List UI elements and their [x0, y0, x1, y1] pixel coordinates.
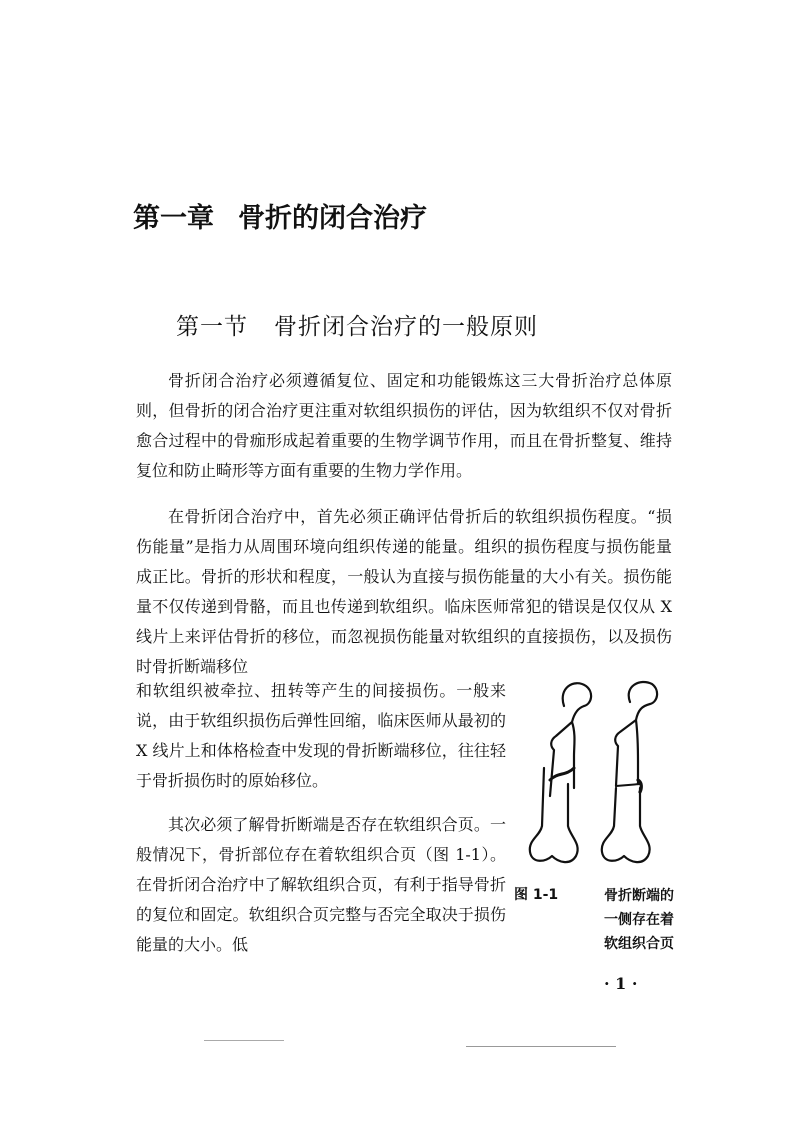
left-femur-distal	[530, 768, 578, 862]
scan-artifact-right	[466, 1046, 616, 1047]
figure-caption-line-2: 一侧存在着	[604, 912, 674, 928]
figure-label: 图 1-1	[514, 887, 559, 903]
chapter-label: 第一章	[133, 203, 214, 234]
paragraph-1: 骨折闭合治疗必须遵循复位、固定和功能锻炼这三大骨折治疗总体原则，但骨折的闭合治疗更注重对软组织损伤的评估，因为软组织不仅对骨折愈合过程中的骨痂形成起着重要的生物学调节作用，而且在骨折整复、维持复位和防止畸形等方面有重要的生物力学作用。	[136, 371, 672, 480]
paragraph-3: 其次必须了解骨折断端是否存在软组织合页。一般情况下，骨折部位存在着软组织合页（图 1-1）。在骨折闭合治疗中了解软组织合页，有利于指导骨折的复位和固定。软组织合页完整与否完全取决于损伤能量的大小。低	[136, 815, 506, 954]
right-fracture-line	[616, 784, 640, 786]
paragraph-2-continued: 和软组织被牵拉、扭转等产生的间接损伤。一般来说，由于软组织损伤后弹性回缩，临床医师从最初的 X 线片上和体格检查中发现的骨折断端移位，往往轻于骨折损伤时的原始移位。	[136, 681, 506, 790]
right-soft-tissue-hinge	[638, 780, 641, 792]
chapter-title	[133, 196, 427, 235]
figure-caption-line-3: 软组织合页	[604, 936, 674, 952]
left-femur-proximal	[550, 683, 591, 796]
chapter-name: 骨折的闭合治疗	[238, 203, 427, 234]
figure-caption	[574, 884, 674, 956]
section-name: 骨折闭合治疗的一般原则	[274, 314, 538, 340]
right-femur-distal	[602, 788, 650, 862]
scan-artifact-left	[204, 1040, 284, 1041]
right-femur-proximal	[615, 682, 657, 786]
paragraph-2: 在骨折闭合治疗中，首先必须正确评估骨折后的软组织损伤程度。“损伤能量”是指力从周围环境向组织传递的能量。组织的损伤程度与损伤能量成正比。骨折的形状和程度，一般认为直接与损伤能量的大小有关。损伤能量不仅传递到骨骼，而且也传递到软组织。临床医师常犯的错误是仅仅从 X 线片上来评估骨折的移位，而忽视损伤能量对软组织的直接损伤，以及损伤时骨折断端移位	[136, 507, 672, 676]
figure-caption-line-1: 骨折断端的	[604, 888, 674, 904]
left-soft-tissue-hinge	[550, 768, 574, 780]
section-title	[176, 308, 538, 341]
section-label: 第一节	[176, 314, 248, 340]
page-number: · 1 ·	[604, 974, 638, 993]
femur-fracture-figure	[512, 676, 672, 876]
